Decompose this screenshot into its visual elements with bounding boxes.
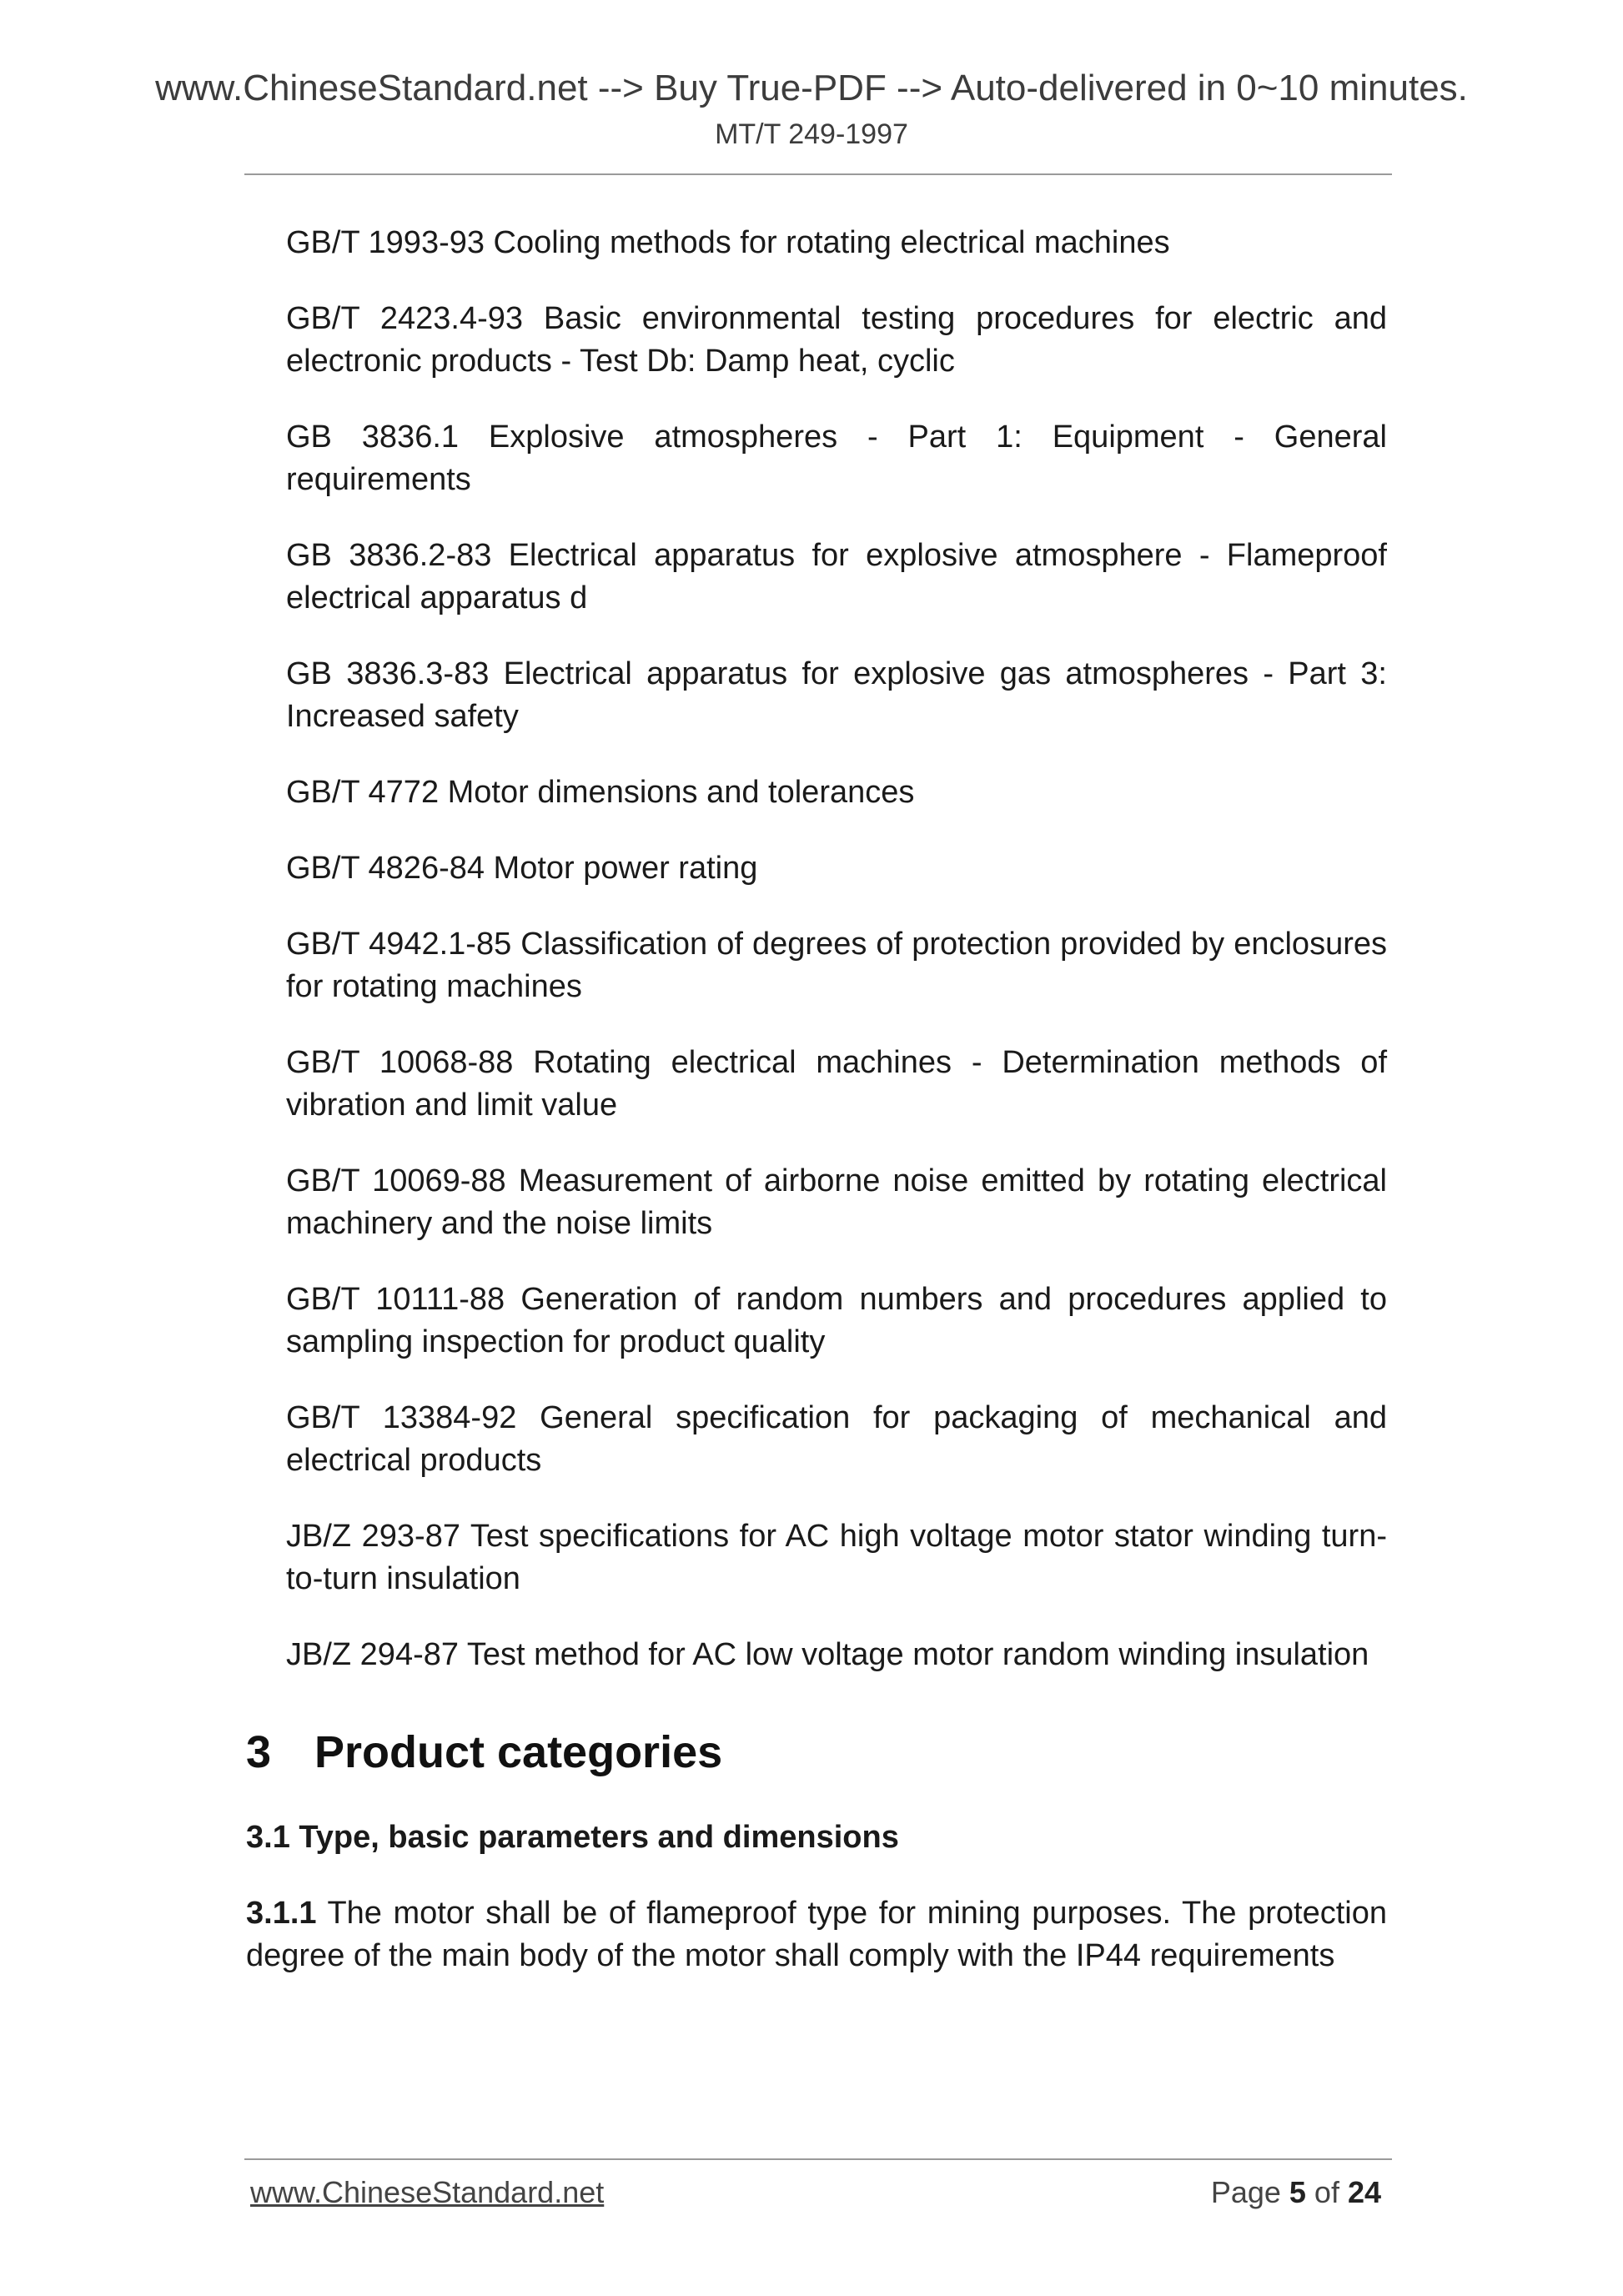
document-body bbox=[246, 222, 1387, 1977]
footer-website-link[interactable]: www.ChineseStandard.net bbox=[250, 2175, 605, 2209]
reference-item: GB/T 4942.1-85 Classification of degrees of protection provided by enclosures for rotating machines bbox=[286, 927, 1387, 1004]
clause-text: The motor shall be of flameproof type for mining purposes. The protection degree of the main body of the motor shall comply with the IP44 requirements bbox=[246, 1896, 1387, 1973]
clause-paragraph bbox=[246, 1892, 1387, 1977]
header-banner: www.ChineseStandard.net --> Buy True-PDF --> Auto-delivered in 0~10 minutes. bbox=[155, 68, 1468, 108]
reference-item: GB 3836.1 Explosive atmospheres - Part 1: Equipment - General requirements bbox=[286, 420, 1387, 497]
clause-number: 3.1.1 bbox=[246, 1896, 317, 1931]
reference-item: GB/T 2423.4-93 Basic environmental testing procedures for electric and electronic products - Test Db: Damp heat, cyclic bbox=[286, 301, 1387, 379]
reference-item: GB 3836.3-83 Electrical apparatus for explosive gas atmospheres - Part 3: Increased safety bbox=[286, 656, 1387, 734]
header-divider bbox=[244, 173, 1392, 175]
reference-item: GB/T 10069-88 Measurement of airborne noise emitted by rotating electrical machinery and the noise limits bbox=[286, 1163, 1387, 1241]
reference-item: GB/T 10111-88 Generation of random numbers and procedures applied to sampling inspection for product quality bbox=[286, 1282, 1387, 1359]
current-page: 5 bbox=[1289, 2175, 1306, 2209]
normative-references-list bbox=[286, 222, 1387, 1676]
footer-divider bbox=[244, 2158, 1392, 2160]
subsection-heading: 3.1 Type, basic parameters and dimensions bbox=[246, 1820, 899, 1855]
reference-item: GB/T 1993-93 Cooling methods for rotating electrical machines bbox=[286, 225, 1170, 260]
header-document-number: MT/T 249-1997 bbox=[715, 118, 908, 150]
page-footer bbox=[250, 2175, 1381, 2217]
reference-item: JB/Z 294-87 Test method for AC low voltage motor random winding insulation bbox=[286, 1637, 1369, 1672]
page-header bbox=[0, 65, 1623, 153]
page-number: Page 5 of 24 bbox=[1210, 2175, 1381, 2209]
section-number: 3 bbox=[246, 1727, 272, 1777]
reference-item: GB/T 13384-92 General specification for packaging of mechanical and electrical products bbox=[286, 1400, 1387, 1478]
reference-item: GB/T 4772 Motor dimensions and tolerances bbox=[286, 775, 915, 810]
reference-item: GB 3836.2-83 Electrical apparatus for explosive atmosphere - Flameproof electrical apparatus d bbox=[286, 538, 1387, 615]
section-heading bbox=[246, 1725, 1387, 1780]
total-pages: 24 bbox=[1347, 2175, 1381, 2209]
reference-item: GB/T 10068-88 Rotating electrical machines - Determination methods of vibration and limit value bbox=[286, 1045, 1387, 1123]
section-title: Product categories bbox=[314, 1727, 723, 1777]
reference-item: JB/Z 293-87 Test specifications for AC high voltage motor stator winding turn-to-turn insulation bbox=[286, 1519, 1387, 1596]
reference-item: GB/T 4826-84 Motor power rating bbox=[286, 851, 758, 886]
